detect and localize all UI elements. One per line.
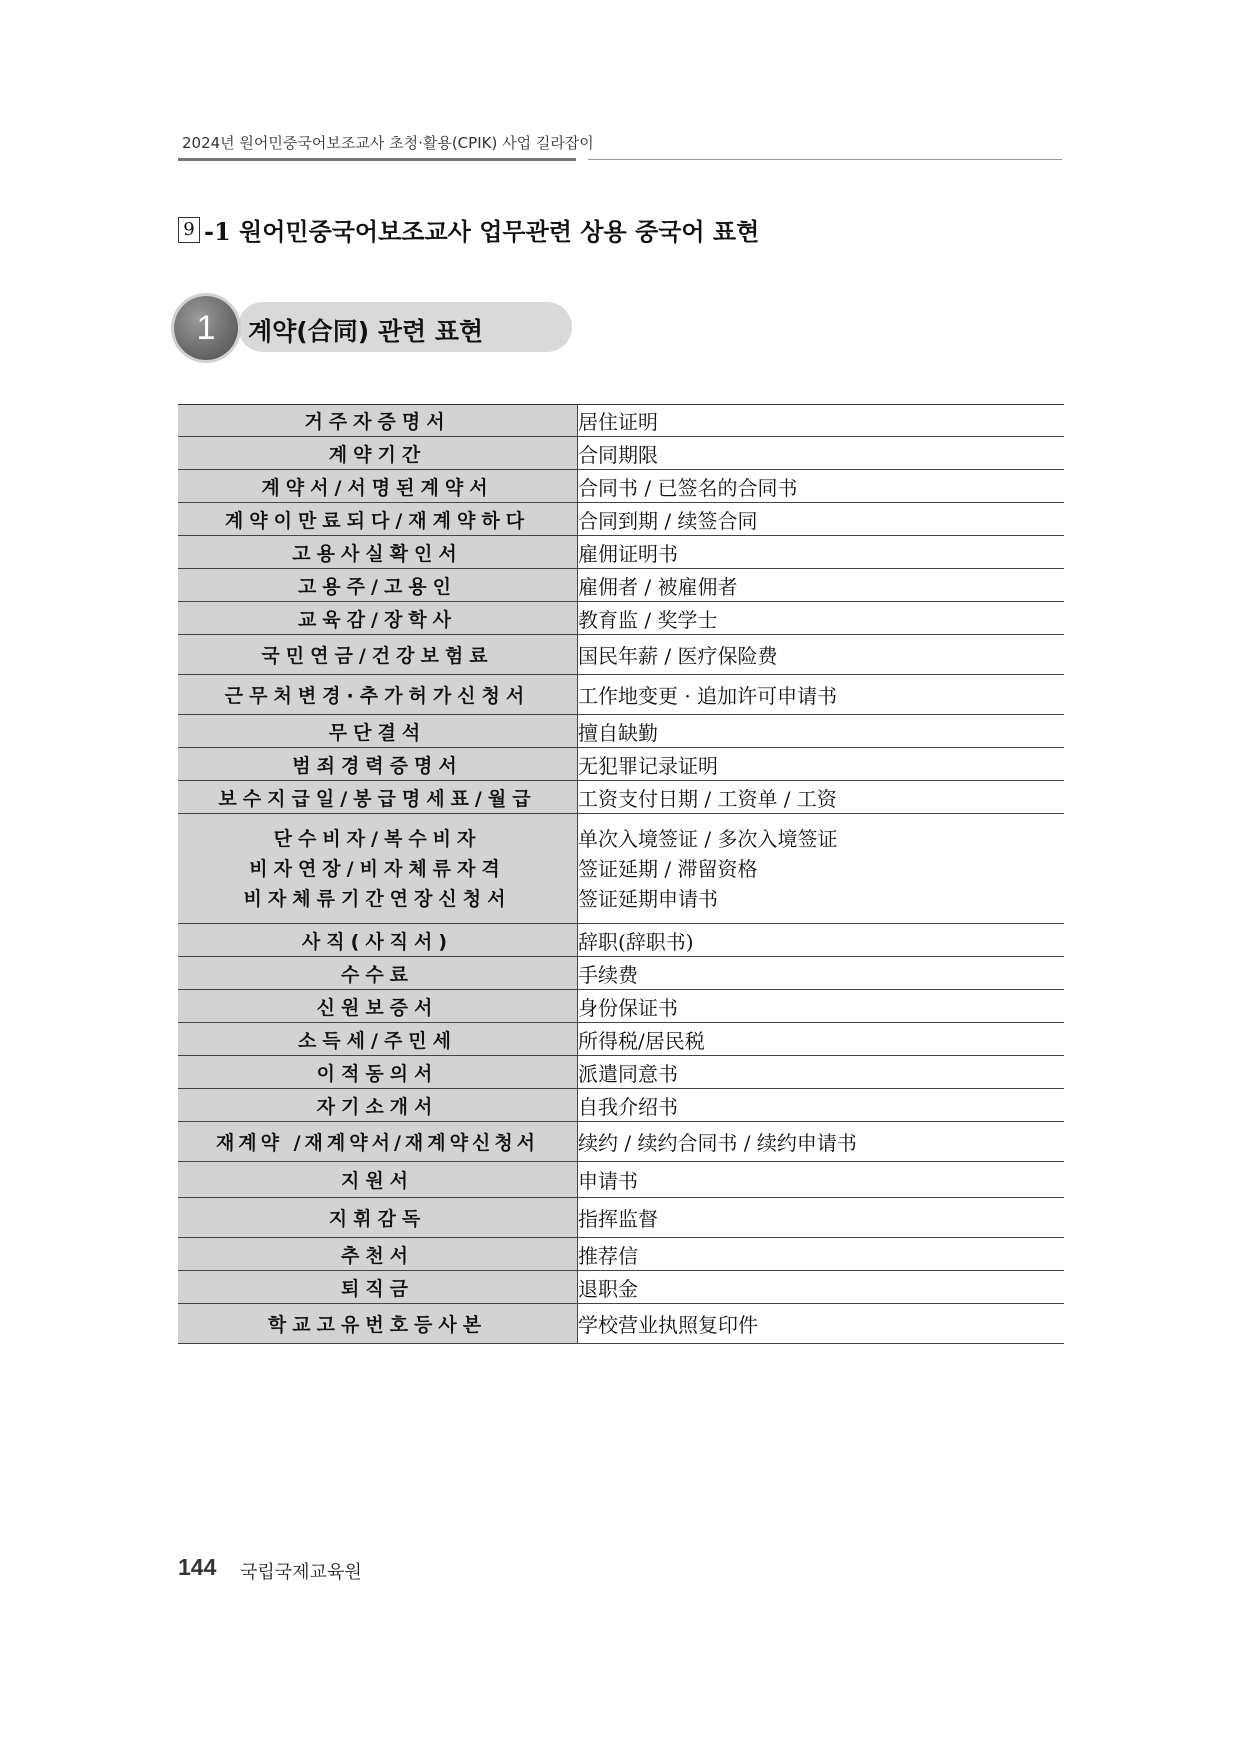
- table-row: [178, 1023, 1064, 1056]
- table-row: [178, 602, 1064, 635]
- term-korean: 이적동의서: [178, 1056, 578, 1089]
- term-korean: 재계약 /재계약서/재계약신청서: [178, 1122, 578, 1162]
- table-row: [178, 1122, 1064, 1162]
- term-chinese: 退职金: [578, 1271, 1065, 1304]
- table-row: [178, 924, 1064, 957]
- term-korean: 사직(사직서): [178, 924, 578, 957]
- term-korean: 무단결석: [178, 715, 578, 748]
- term-korean-lines: 단수비자/복수비자 비자연장/비자체류자격 비자체류기간연장신청서: [243, 827, 512, 910]
- term-chinese: 教育监 / 奖学士: [578, 602, 1065, 635]
- term-chinese: 指挥监督: [578, 1198, 1065, 1238]
- term-korean: 근무처변경·추가허가신청서: [178, 675, 578, 715]
- term-chinese: 辞职(辞职书): [578, 924, 1065, 957]
- table-row: [178, 748, 1064, 781]
- table-row: [178, 1162, 1064, 1198]
- term-chinese: 申请书: [578, 1162, 1065, 1198]
- term-korean: 소득세/주민세: [178, 1023, 578, 1056]
- term-korean: 보수지급일/봉급명세표/월급: [178, 781, 578, 814]
- table-row: [178, 814, 1064, 924]
- term-korean: [178, 814, 578, 924]
- table-row: [178, 675, 1064, 715]
- header-rule-thin: [588, 159, 1062, 160]
- table-row: [178, 990, 1064, 1023]
- term-chinese: 雇佣证明书: [578, 536, 1065, 569]
- term-chinese: 推荐信: [578, 1238, 1065, 1271]
- table-row: [178, 1271, 1064, 1304]
- header-rule: [178, 158, 576, 161]
- term-korean: 수수료: [178, 957, 578, 990]
- table-row: [178, 1304, 1064, 1344]
- term-korean: 범죄경력증명서: [178, 748, 578, 781]
- term-korean: 신원보증서: [178, 990, 578, 1023]
- term-korean: 고용주/고용인: [178, 569, 578, 602]
- term-chinese: 擅自缺勤: [578, 715, 1065, 748]
- table-row: [178, 503, 1064, 536]
- term-korean: 거주자증명서: [178, 405, 578, 437]
- term-korean: 고용사실확인서: [178, 536, 578, 569]
- term-chinese: 续约 / 续约合同书 / 续约申请书: [578, 1122, 1065, 1162]
- term-korean: 지원서: [178, 1162, 578, 1198]
- term-chinese: [578, 814, 1065, 924]
- term-korean: 계약서/서명된계약서: [178, 470, 578, 503]
- footer-organization: 국립국제교육원: [240, 1562, 362, 1583]
- term-chinese: 合同期限: [578, 437, 1065, 470]
- term-chinese: 雇佣者 / 被雇佣者: [578, 569, 1065, 602]
- term-chinese: 派遣同意书: [578, 1056, 1065, 1089]
- term-chinese: 手续费: [578, 957, 1065, 990]
- table-row: [178, 569, 1064, 602]
- term-korean: 퇴직금: [178, 1271, 578, 1304]
- table-row: [178, 715, 1064, 748]
- term-korean: 국민연금/건강보험료: [178, 635, 578, 675]
- term-korean: 계약기간: [178, 437, 578, 470]
- table-row: [178, 635, 1064, 675]
- table-row: [178, 1238, 1064, 1271]
- section-title: [178, 212, 759, 247]
- term-korean: 계약이만료되다/재계약하다: [178, 503, 578, 536]
- subsection-title: 계약(合同) 관련 표현: [248, 317, 484, 346]
- subsection-number-badge: 1: [174, 296, 238, 360]
- table-row: [178, 1089, 1064, 1122]
- section-box-number: 9: [178, 217, 200, 243]
- table-row: [178, 1056, 1064, 1089]
- term-chinese: 合同书 / 已签名的合同书: [578, 470, 1065, 503]
- running-header: 2024년 원어민중국어보조교사 초청·활용(CPIK) 사업 길라잡이: [182, 134, 594, 152]
- table-row: [178, 437, 1064, 470]
- table-row: [178, 781, 1064, 814]
- term-korean: 지휘감독: [178, 1198, 578, 1238]
- term-chinese: 合同到期 / 续签合同: [578, 503, 1065, 536]
- terms-table: [178, 404, 1064, 1344]
- term-chinese: 学校营业执照复印件: [578, 1304, 1065, 1344]
- table-row: [178, 405, 1064, 437]
- term-korean: 자기소개서: [178, 1089, 578, 1122]
- table-row: [178, 536, 1064, 569]
- term-chinese-lines: 单次入境签证 / 多次入境签证 签证延期 / 滞留资格 签证延期申请书: [578, 826, 838, 911]
- table-row: [178, 957, 1064, 990]
- term-chinese: 国民年薪 / 医疗保险费: [578, 635, 1065, 675]
- term-chinese: 居住证明: [578, 405, 1065, 437]
- term-chinese: 身份保证书: [578, 990, 1065, 1023]
- term-chinese: 工资支付日期 / 工资单 / 工资: [578, 781, 1065, 814]
- term-chinese: 工作地变更 · 追加许可申请书: [578, 675, 1065, 715]
- section-title-text: -1 원어민중국어보조교사 업무관련 상용 중국어 표현: [204, 217, 760, 246]
- table-row: [178, 470, 1064, 503]
- page-number: 144: [178, 1554, 217, 1580]
- table-row: [178, 1198, 1064, 1238]
- term-korean: 교육감/장학사: [178, 602, 578, 635]
- term-korean: 학교고유번호등사본: [178, 1304, 578, 1344]
- term-chinese: 自我介绍书: [578, 1089, 1065, 1122]
- term-korean: 추천서: [178, 1238, 578, 1271]
- term-chinese: 无犯罪记录证明: [578, 748, 1065, 781]
- term-chinese: 所得税/居民税: [578, 1023, 1065, 1056]
